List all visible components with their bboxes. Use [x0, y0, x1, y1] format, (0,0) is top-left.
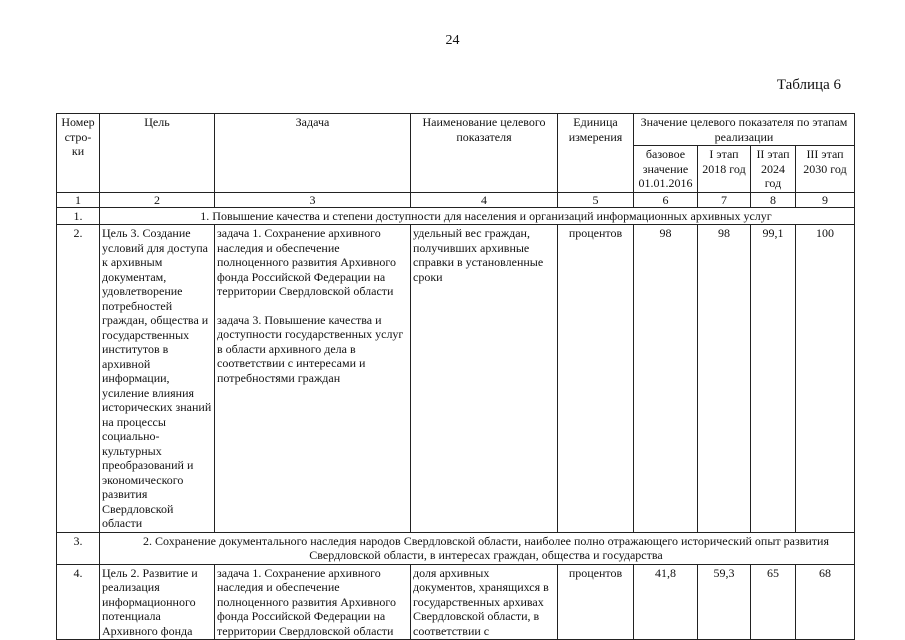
stage2-value: 99,1 — [751, 225, 796, 533]
unit-cell: процентов — [558, 564, 634, 640]
table-caption: Таблица 6 — [776, 77, 841, 93]
targets-table — [56, 113, 855, 640]
column-number: 4 — [411, 192, 558, 207]
column-number-row — [57, 192, 855, 207]
header-row-1 — [57, 114, 855, 146]
page-number: 24 — [445, 33, 460, 48]
column-number: 5 — [558, 192, 634, 207]
header-goal: Цель — [100, 114, 215, 193]
indicator-cell: доля архивных документов, хранящихся в государственных архивах Свердловской области, в соответствии с — [411, 564, 558, 640]
header-stage3: III этап 2030 год — [796, 146, 855, 193]
table-row — [57, 532, 855, 564]
stage3-value: 100 — [796, 225, 855, 533]
column-number: 1 — [57, 192, 100, 207]
header-value-group: Значение целевого показателя по этапам реализации — [634, 114, 855, 146]
unit-cell: процентов — [558, 225, 634, 533]
header-base: базовое значение 01.01.2016 — [634, 146, 698, 193]
task-cell — [215, 225, 411, 533]
header-row-number: Номер стро-ки — [57, 114, 100, 193]
base-value: 41,8 — [634, 564, 698, 640]
goal-cell: Цель 3. Создание условий для доступа к архивным документам, удовлетворение потребностей граждан, общества и государственных институтов в архивной информации, усиление влияния исторических знаний на процессы социально-культурных преобразований и экономического развития Свердловской области — [100, 225, 215, 533]
stage2-value: 65 — [751, 564, 796, 640]
column-number: 6 — [634, 192, 698, 207]
indicator-cell: удельный вес граждан, получивших архивные справки в установленные сроки — [411, 225, 558, 533]
column-number: 9 — [796, 192, 855, 207]
header-stage1: I этап 2018 год — [698, 146, 751, 193]
task-text: задача 1. Сохранение архивного наследия и обеспечение полноценного развития Архивного фонда Российской Федерации на территории Свердловской области — [217, 226, 397, 298]
row-number: 3. — [57, 532, 100, 564]
column-number: 3 — [215, 192, 411, 207]
column-number: 2 — [100, 192, 215, 207]
stage3-value: 68 — [796, 564, 855, 640]
row-number: 2. — [57, 225, 100, 533]
stage1-value: 59,3 — [698, 564, 751, 640]
column-number: 8 — [751, 192, 796, 207]
goal-cell: Цель 2. Развитие и реализация информационного потенциала Архивного фонда — [100, 564, 215, 640]
task-text: задача 3. Повышение качества и доступности государственных услуг в области архивного дела в соответствии с интересами и потребностями граждан — [217, 312, 404, 385]
section-heading: 2. Сохранение документального наследия народов Свердловской области, наиболее полно отражающего исторический опыт развития Свердловской области, в интересах граждан, общества и государства — [100, 532, 855, 564]
base-value: 98 — [634, 225, 698, 533]
column-number: 7 — [698, 192, 751, 207]
header-task: Задача — [215, 114, 411, 193]
task-cell: задача 1. Сохранение архивного наследия и обеспечение полноценного развития Архивного фонда Российской Федерации на территории Свердловской области — [215, 564, 411, 640]
table-row — [57, 564, 855, 640]
row-number: 4. — [57, 564, 100, 640]
header-indicator-name: Наименование целевого показателя — [411, 114, 558, 193]
header-stage2: II этап 2024 год — [751, 146, 796, 193]
table-row — [57, 225, 855, 533]
table-row — [57, 207, 855, 225]
section-heading: 1. Повышение качества и степени доступности для населения и организаций информационных архивных услуг — [100, 207, 855, 225]
stage1-value: 98 — [698, 225, 751, 533]
header-unit: Единица измерения — [558, 114, 634, 193]
row-number: 1. — [57, 207, 100, 225]
